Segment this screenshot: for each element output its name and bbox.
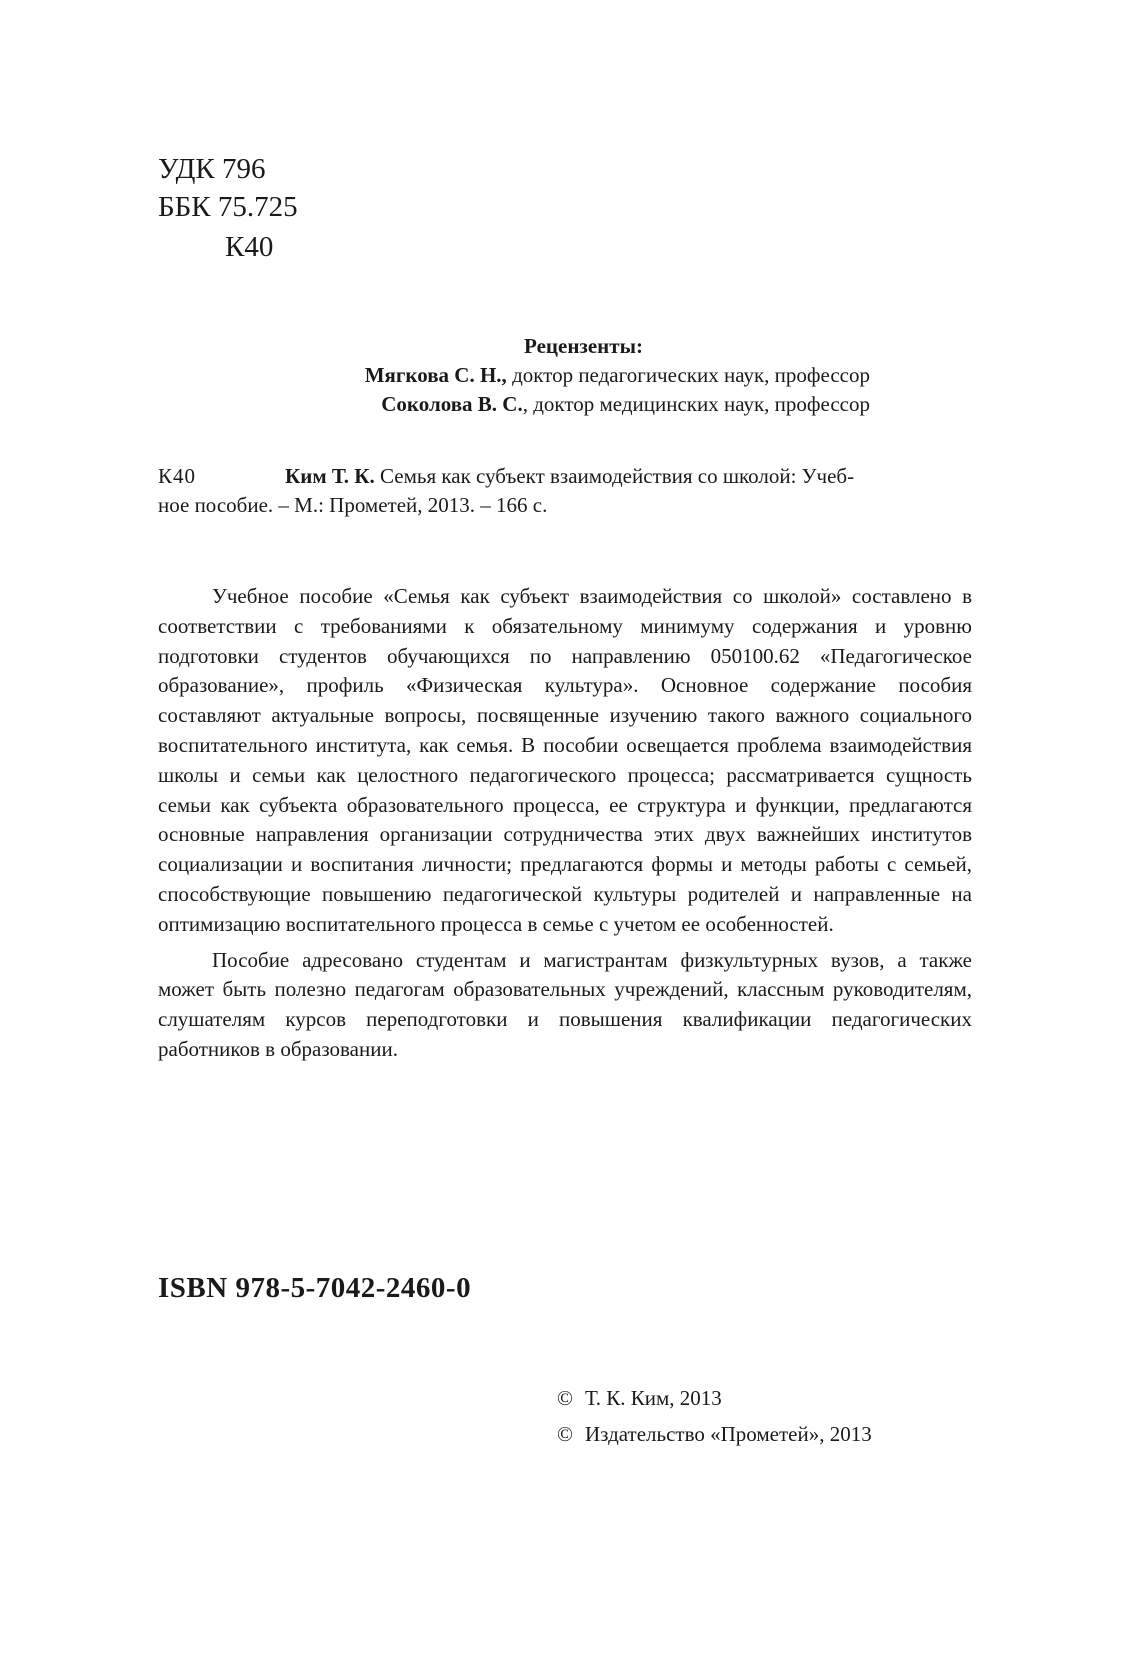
reviewers-title: Рецензенты:: [524, 334, 643, 358]
copyright-symbol: ©: [557, 1422, 573, 1446]
author-mark: К40: [225, 231, 274, 263]
annotation: [158, 582, 972, 1071]
biblio-title: Семья как субъект взаимодействия со школой: Учеб-: [374, 464, 855, 488]
reviewer-2-desc: , доктор медицинских наук, профессор: [522, 392, 870, 416]
biblio-line-2: ное пособие. – М.: Прометей, 2013. – 166 с.: [158, 493, 548, 517]
reviewer-1-desc: доктор педагогических наук, профессор: [506, 363, 870, 387]
biblio-line-1: [158, 462, 972, 491]
copyright-line-2: [557, 1416, 872, 1452]
bbk-code: ББК 75.725: [158, 191, 298, 223]
annotation-paragraph-2: Пособие адресовано студентам и магистрантам физкультурных вузов, а также может быть полезно педагогам образовательных учреждений, классным руководителям, слушателям курсов переподготовки и повышения квалификации педагогических работников в образовании.: [158, 947, 972, 1061]
reviewer-2: [250, 390, 870, 419]
copyright-line-1: [557, 1380, 872, 1416]
reviewer-1: [250, 361, 870, 390]
biblio-code: К40: [158, 464, 197, 488]
isbn: ISBN 978-5-7042-2460-0: [158, 1272, 472, 1304]
reviewers-block: [250, 332, 870, 419]
copyright-symbol: ©: [557, 1386, 573, 1410]
copyright-block: [557, 1380, 872, 1452]
copyright-publisher: Издательство «Прометей», 2013: [585, 1422, 872, 1446]
biblio-author: Ким Т. К.: [285, 464, 375, 488]
bibliographic-record: [158, 462, 972, 520]
copyright-author: Т. К. Ким, 2013: [585, 1386, 722, 1410]
classification-block: [158, 150, 298, 266]
reviewer-1-name: Мягкова С. Н.,: [364, 363, 507, 387]
annotation-paragraph-1: Учебное пособие «Семья как субъект взаимодействия со школой» составлено в соответствии с требованиями к обязательному минимуму содержания и уровню подготовки студентов обучающихся по направлению 050100.62 «Педагогическое образование», профиль «Физическая культура». Основное содержание пособия составляют актуальные вопросы, посвященные изучению такого важного социального воспитательного института, как семья. В пособии освещается проблема взаимодействия школы и семьи как целостного педагогического процесса; рассматривается сущность семьи как субъекта образовательного процесса, ее структура и функции, предлагаются основные направления организации сотрудничества этих двух важнейших институтов социализации и воспитания личности; предлагаются формы и методы работы с семьей, способствующие повышению педагогической культуры родителей и направленные на оптимизацию воспитательного процесса в семье с учетом ее особенностей.: [158, 584, 972, 936]
udk-code: УДК 796: [158, 153, 266, 185]
reviewer-2-name: Соколова В. С.: [381, 392, 523, 416]
